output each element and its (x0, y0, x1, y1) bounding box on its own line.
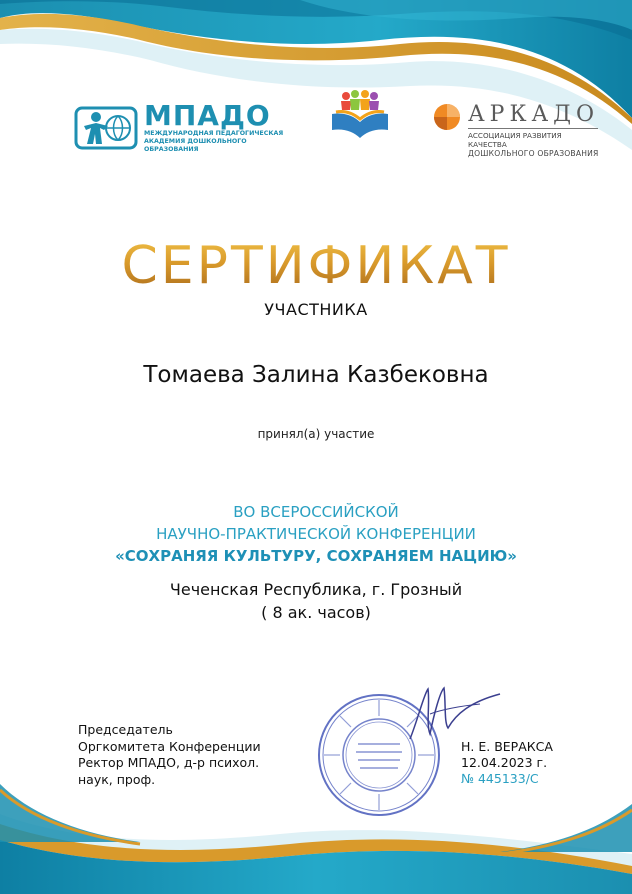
arkado-logo (432, 102, 599, 158)
chairman-block (78, 722, 261, 788)
mpado-brand: МПАДО (144, 99, 271, 132)
signer-block (461, 739, 553, 787)
arkado-brand: АРКАДО (468, 102, 600, 127)
arkado-subtitle-1: АССОЦИАЦИЯ РАЗВИТИЯ КАЧЕСТВА (468, 128, 598, 149)
mpado-emblem-icon (74, 106, 138, 150)
chair-line-4: наук, проф. (78, 771, 156, 787)
academic-hours: ( 8 ак. часов) (261, 603, 371, 622)
recipient-name: Томаева Залина Казбековна (143, 362, 489, 388)
chair-line-3: Ректор МПАДО, д-р психол. (78, 755, 260, 770)
conference-line-1: ВО ВСЕРОССИЙСКОЙ (233, 503, 399, 521)
certificate-subtitle: УЧАСТНИКА (264, 300, 368, 319)
participation-text: принял(а) участие (257, 427, 375, 441)
certificate-title: СЕРТИФИКАТ (0, 234, 632, 298)
certificate-date: 12.04.2023 г. (461, 755, 548, 770)
conference-location: Чеченская Республика, г. Грозный (169, 580, 463, 599)
certificate-number: № 445133/С (461, 771, 539, 786)
children-book-emblem-icon (324, 88, 396, 140)
conference-name: «СОХРАНЯЯ КУЛЬТУРУ, СОХРАНЯЕМ НАЦИЮ» (115, 547, 517, 565)
signer-name: Н. Е. ВЕРАКСА (461, 739, 553, 754)
department-logo (324, 88, 396, 149)
department-caption (324, 144, 396, 149)
conference-line-2: НАУЧНО-ПРАКТИЧЕСКОЙ КОНФЕРЕНЦИИ (156, 525, 476, 543)
arkado-emblem-icon (432, 102, 462, 132)
chair-line-1: Председатель (78, 722, 173, 737)
mpado-logo (74, 99, 294, 154)
signature-icon (400, 684, 510, 744)
chair-line-2: Оргкомитета Конференции (78, 738, 261, 754)
mpado-subtitle: МЕЖДУНАРОДНАЯ ПЕДАГОГИЧЕСКАЯ АКАДЕМИЯ ДОШКОЛЬНОГО ОБРАЗОВАНИЯ (144, 130, 284, 153)
arkado-subtitle-2: ДОШКОЛЬНОГО ОБРАЗОВАНИЯ (468, 149, 599, 158)
logos-row (0, 88, 632, 168)
